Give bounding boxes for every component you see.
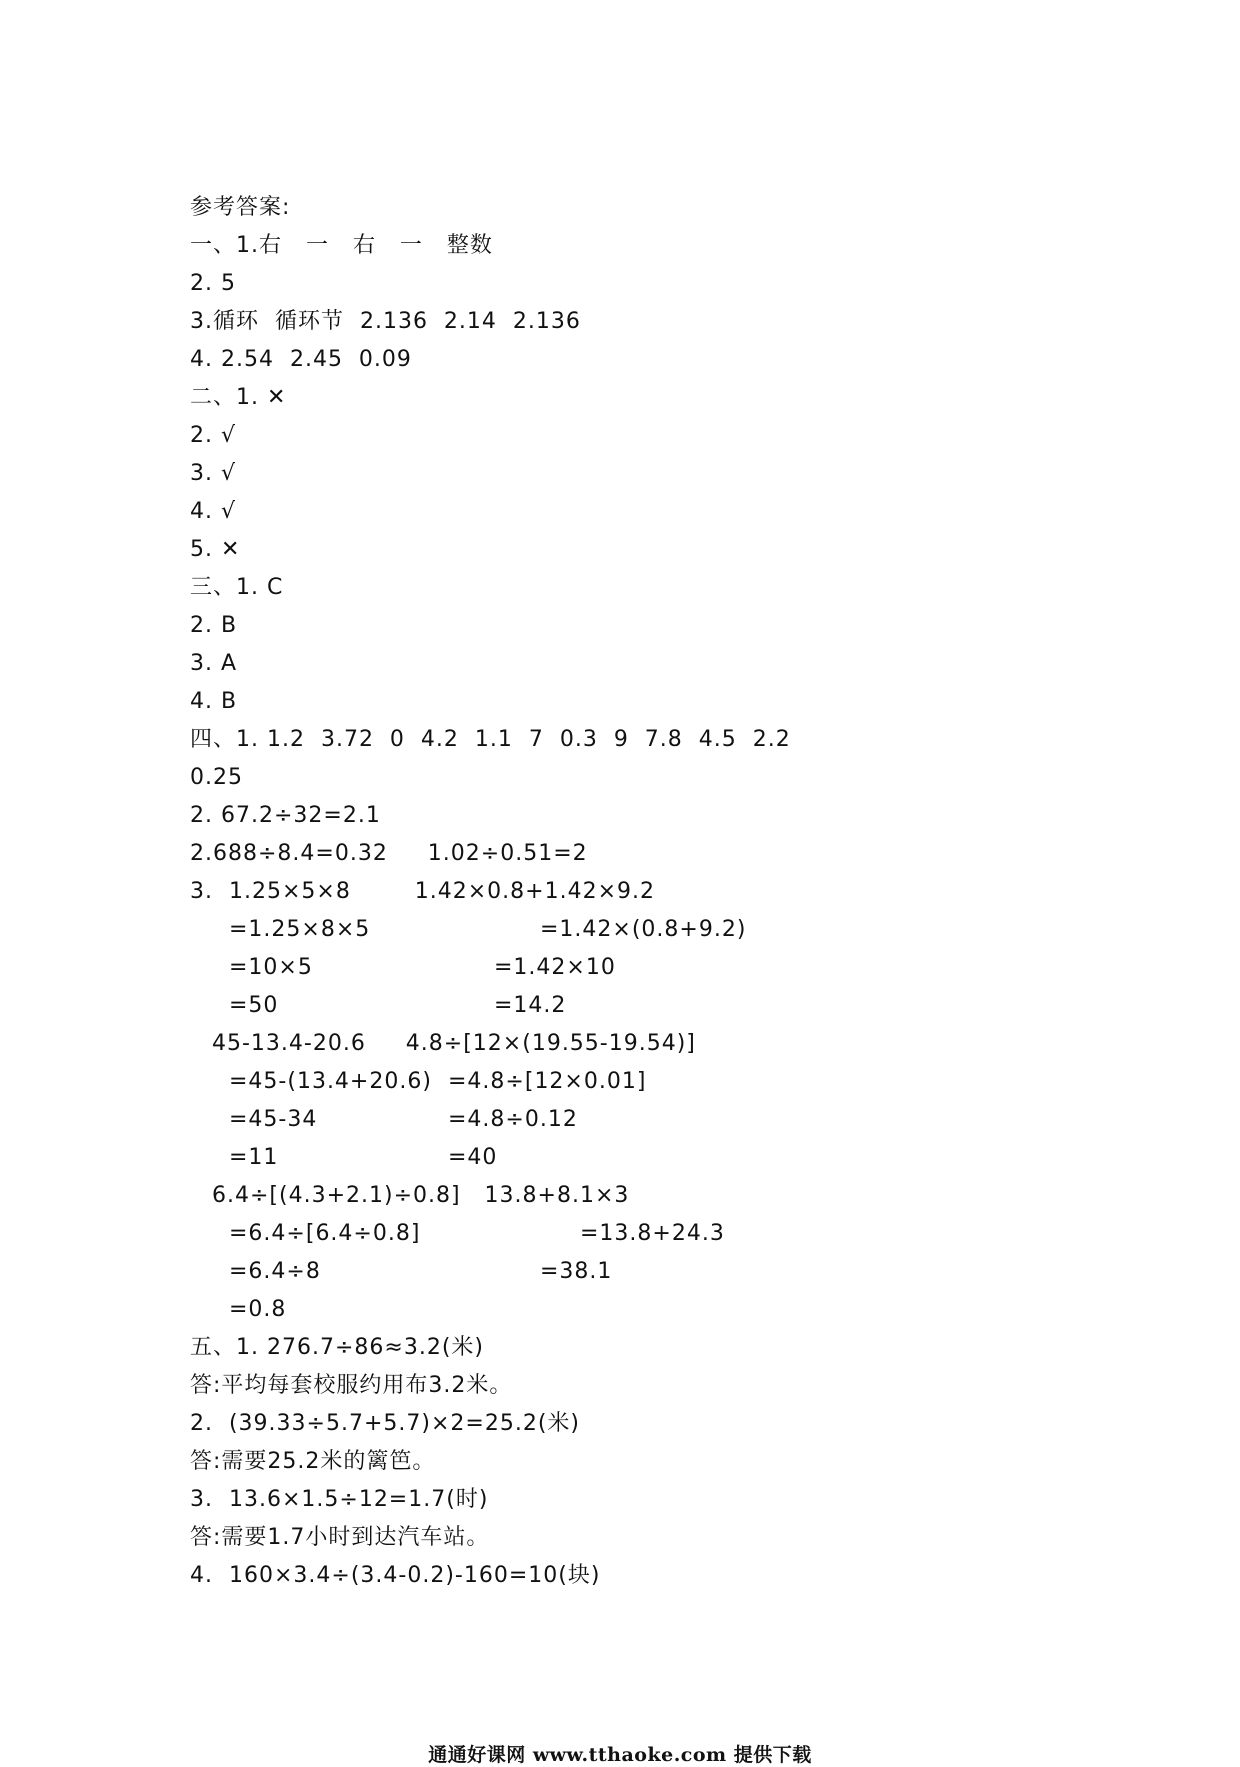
answer-line-section-2-q5: 5. ✕ <box>190 537 241 562</box>
answer-line-section-2-q1: 二、1. ✕ <box>190 385 287 410</box>
answer-line-section-4-q1: 四、1. 1.2 3.72 0 4.2 1.1 7 0.3 9 7.8 4.5 2.2 <box>190 727 791 752</box>
answer-line-section-2-q4: 4. √ <box>190 499 237 524</box>
calc-heading-3: 6.4÷[(4.3+2.1)÷0.8] 13.8+8.1×3 <box>212 1183 630 1208</box>
calc-step-f1: =13.8+24.3 <box>580 1221 725 1246</box>
calc-step-e3: =0.8 <box>229 1297 287 1322</box>
calc-step-d2: =4.8÷0.12 <box>448 1107 578 1132</box>
answer-line-section-3-q3: 3. A <box>190 651 238 676</box>
answer-line-section-5-q3: 3. 13.6×1.5÷12=1.7(时) <box>190 1487 489 1512</box>
answer-line-section-5-q1-answer: 答:平均每套校服约用布3.2米。 <box>190 1373 513 1398</box>
calc-heading-2: 45-13.4-20.6 4.8÷[12×(19.55-19.54)] <box>212 1031 696 1056</box>
answer-line-section-4-q3-heading: 3. 1.25×5×8 1.42×0.8+1.42×9.2 <box>190 879 656 904</box>
answer-line-section-5-q2: 2. (39.33÷5.7+5.7)×2=25.2(米) <box>190 1411 580 1436</box>
calc-step-b2: =1.42×10 <box>494 955 616 980</box>
answer-line-section-2-q2: 2. √ <box>190 423 237 448</box>
page-title: 参考答案: <box>190 195 291 220</box>
answer-line-section-4-q1-continued: 0.25 <box>190 765 243 790</box>
answer-line-section-1-q3: 3.循环 循环节 2.136 2.14 2.136 <box>190 309 581 334</box>
answer-line-section-5-q1: 五、1. 276.7÷86≈3.2(米) <box>190 1335 484 1360</box>
calc-step-a1: =1.25×8×5 <box>229 917 371 942</box>
calc-step-e1: =6.4÷[6.4÷0.8] <box>229 1221 421 1246</box>
answer-line-section-5-q2-answer: 答:需要25.2米的篱笆。 <box>190 1449 436 1474</box>
footer-text: 通通好课网 www.tthaoke.com 提供下载 <box>428 1744 812 1766</box>
answer-line-section-1-q1: 一、1.右 一 右 一 整数 <box>190 233 493 258</box>
answer-line-section-1-q2: 2. 5 <box>190 271 236 296</box>
answer-line-section-3-q2: 2. B <box>190 613 238 638</box>
calc-step-d1: =4.8÷[12×0.01] <box>448 1069 647 1094</box>
calc-step-b3: =14.2 <box>494 993 567 1018</box>
calc-step-a3: =50 <box>229 993 279 1018</box>
calc-step-f2: =38.1 <box>540 1259 613 1284</box>
calc-step-c2: =45-34 <box>229 1107 318 1132</box>
answer-line-section-1-q4: 4. 2.54 2.45 0.09 <box>190 347 412 372</box>
calc-step-c1: =45-(13.4+20.6) <box>229 1069 432 1094</box>
calc-step-c3: =11 <box>229 1145 279 1170</box>
answer-line-section-3-q1: 三、1. C <box>190 575 284 600</box>
calc-step-a2: =10×5 <box>229 955 313 980</box>
calc-step-b1: =1.42×(0.8+9.2) <box>540 917 747 942</box>
answer-line-section-5-q4: 4. 160×3.4÷(3.4-0.2)-160=10(块) <box>190 1563 601 1588</box>
answer-line-section-5-q3-answer: 答:需要1.7小时到达汽车站。 <box>190 1525 490 1550</box>
answer-line-section-4-q2: 2. 67.2÷32=2.1 <box>190 803 381 828</box>
calc-step-e2: =6.4÷8 <box>229 1259 321 1284</box>
answer-line-section-4-q2-extra: 2.688÷8.4=0.32 1.02÷0.51=2 <box>190 841 588 866</box>
calc-step-d3: =40 <box>448 1145 498 1170</box>
answer-line-section-3-q4: 4. B <box>190 689 238 714</box>
answer-line-section-2-q3: 3. √ <box>190 461 237 486</box>
